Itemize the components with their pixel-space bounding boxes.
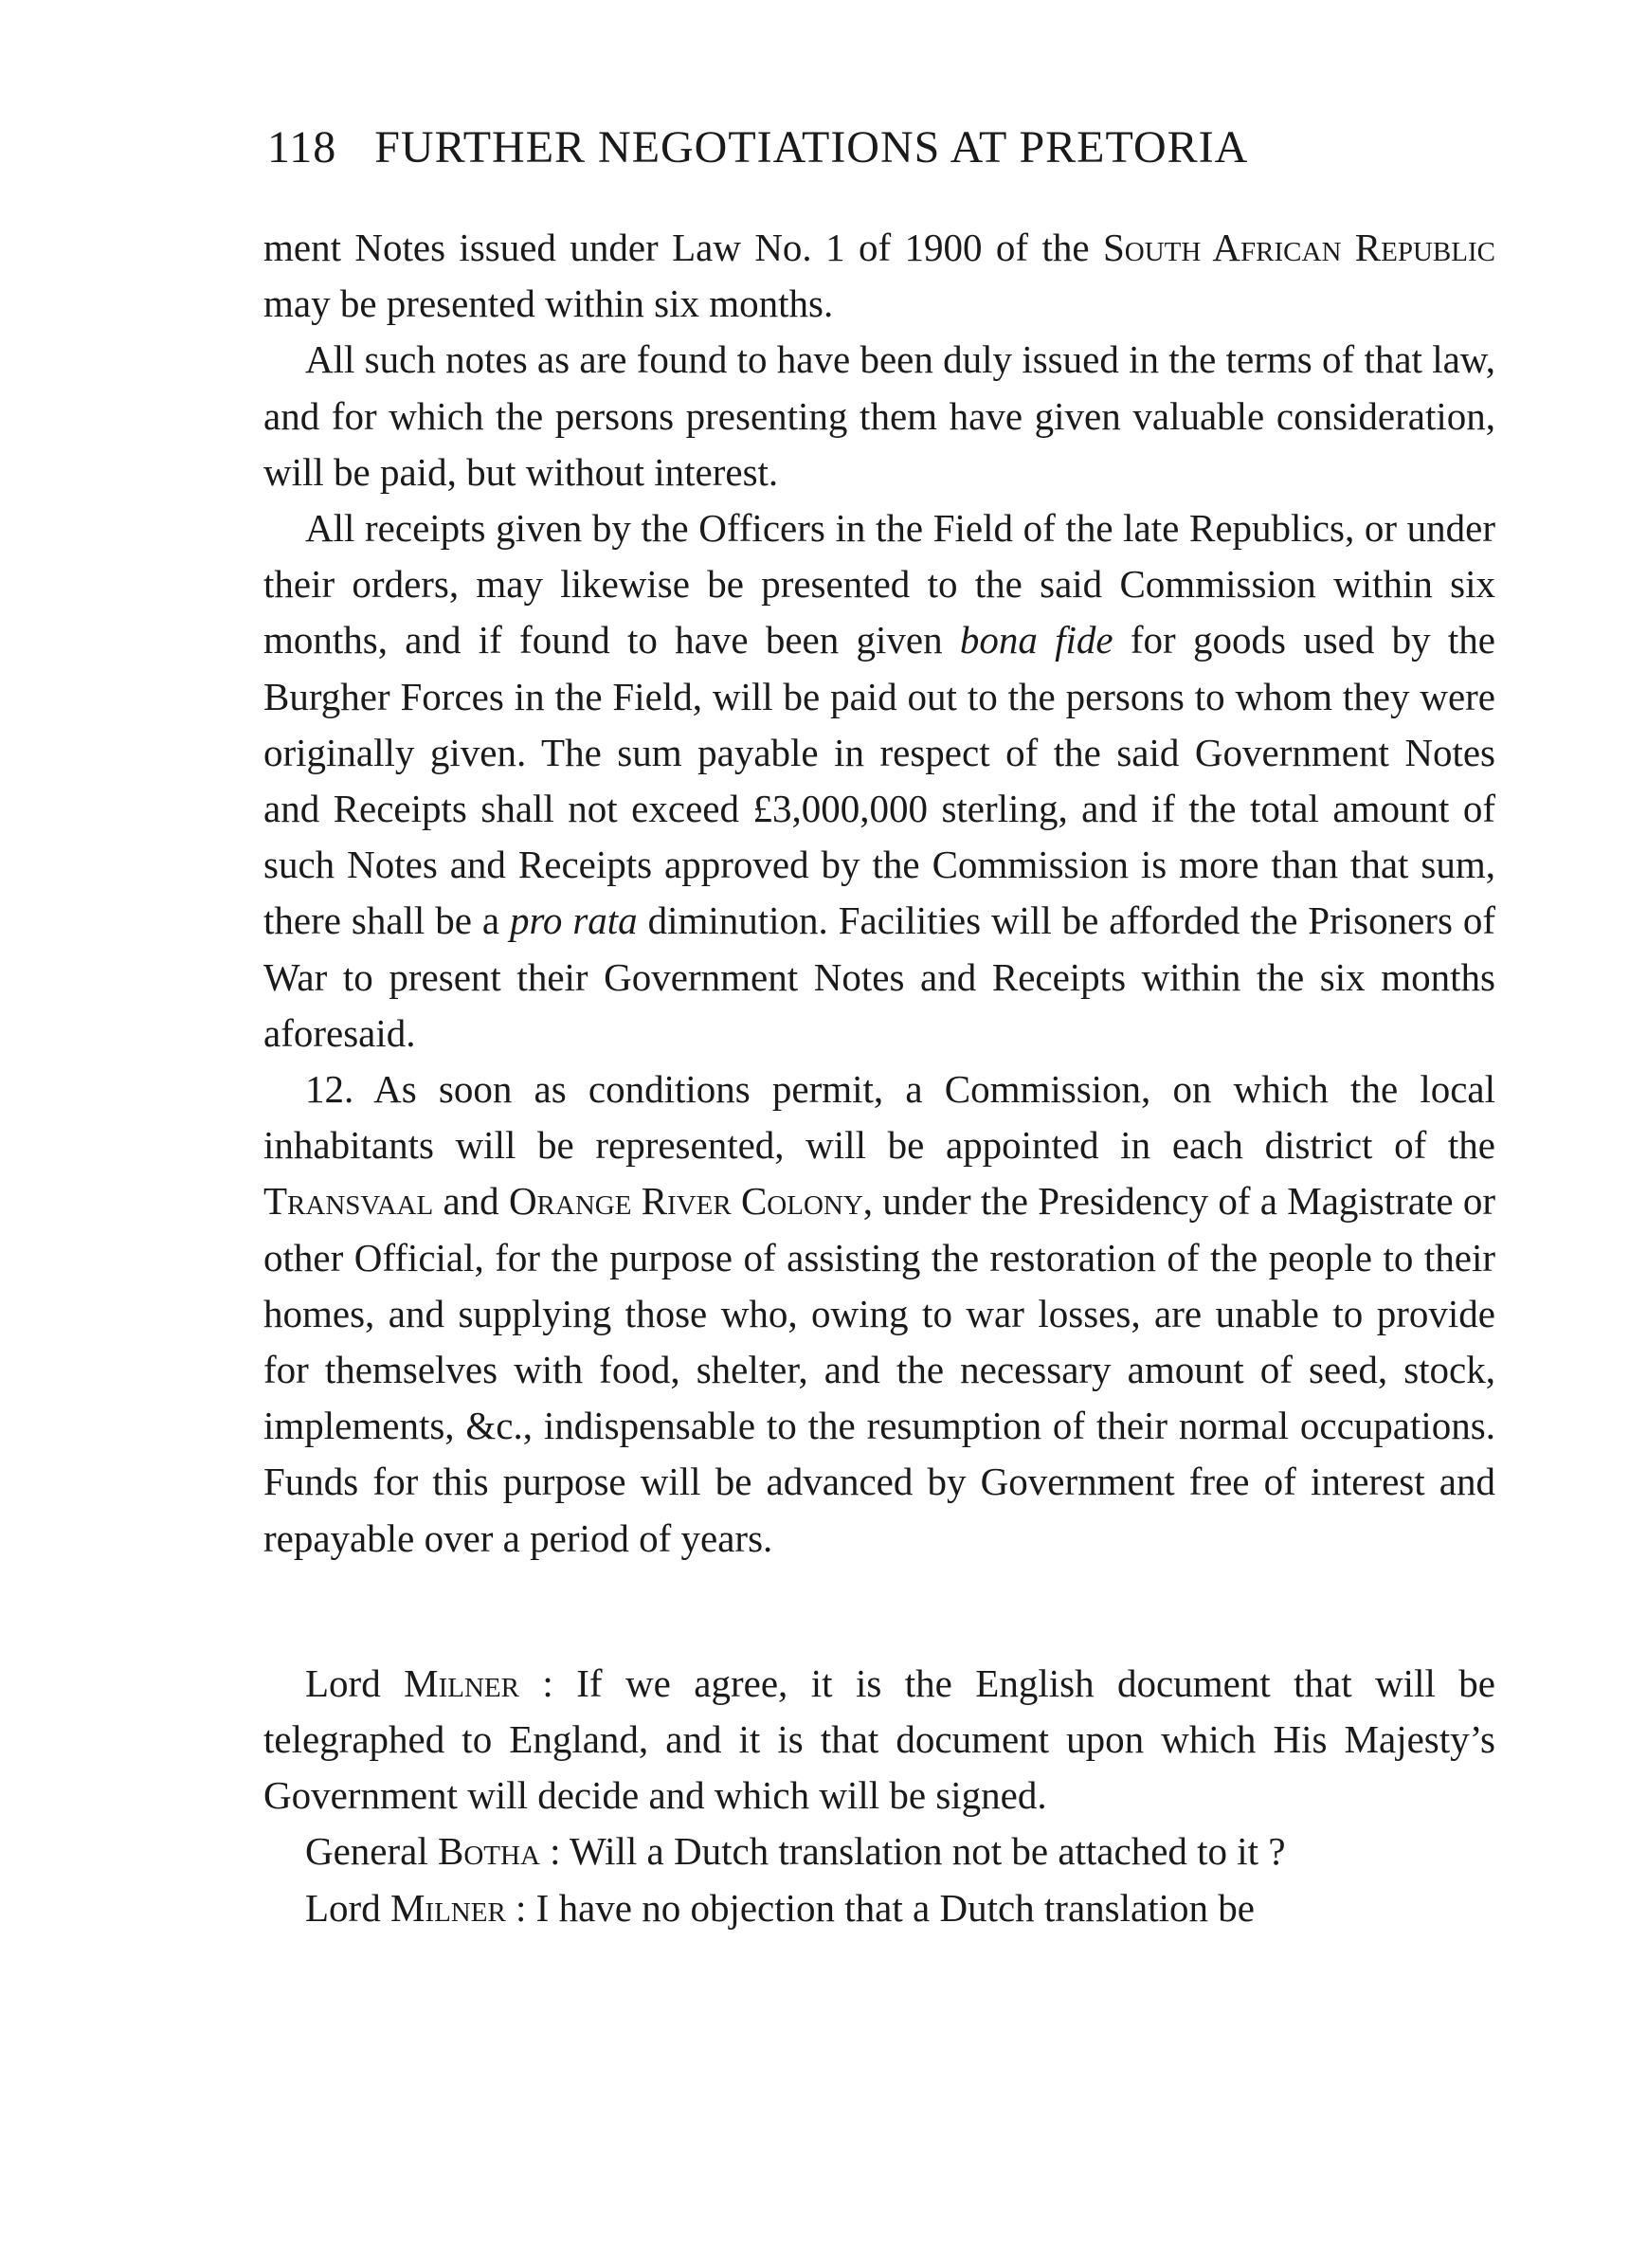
small-caps-text: Transvaal [263,1179,434,1224]
paragraph-receipts: All receipts given by the Officers in the Field of the late Republics, or under their orders, may likewise be presented to the said Commission within six months, and if found to have been given bona fide for goods used by the Burgher Forces in the Field, will be paid out to the persons to whom they were originally given. The sum payable in respect of the said Government Notes and Receipts shall not exceed £3,000,000 sterling, and if the total amount of such Notes and Receipts approved by the Commission is more than that sum, there shall be a pro rata diminution. Facilities will be afforded the Prisoners of War to present their Government Notes and Receipts within the six months aforesaid. [263,506,1496,1055]
dialogue-milner-1: Lord Milner : If we agree, it is the English document that will be telegraphed to England, and it is that document upon which His Majesty’s Government will decide and which will be signed. [263,1660,1496,1818]
section-gap [263,1567,1495,1656]
paragraph-notes: All such notes as are found to have been duly issued in the terms of that law, and for which the persons presenting them have given valuable consideration, will be paid, but without interest. [263,337,1495,494]
dialogue-botha: General Botha : Will a Dutch translation not be attached to it ? [305,1829,1286,1874]
italic-text: bona fide [959,618,1113,662]
paragraph-continuation: ment Notes issued under Law No. 1 of 1900 of the South African Republic may be presented within six months. [263,226,1495,326]
speaker-name: Milner [389,1885,506,1930]
running-title: FURTHER NEGOTIATIONS AT PRETORIA [374,122,1249,172]
paragraph-clause-12: 12. As soon as conditions permit, a Commission, on which the local inhabitants will be represented, will be appointed in each district of the Transvaal and Orange River Colony, under the Presidency of a Magistrate or other Official, for the purpose of assisting the restoration of the people to their homes, and supplying those who, owing to war losses, are unable to provide for themselves with food, shelter, and the necessary amount of seed, stock, implements, &c., indispensable to the resumption of their normal occupations. Funds for this purpose will be advanced by Government free of interest and repayable over a period of years. [263,1067,1495,1560]
dialogue-milner-2: Lord Milner : I have no objection that a Dutch translation be [305,1885,1255,1930]
speaker-name: Milner [404,1660,519,1705]
small-caps-text: Orange River Colony [508,1179,863,1224]
page-number: 118 [267,122,337,172]
page-body [263,220,1495,1936]
speaker-name: Botha [438,1829,540,1874]
italic-text: pro rata [509,898,638,943]
running-header [267,121,1404,173]
small-caps-text: South African Republic [1102,226,1495,269]
